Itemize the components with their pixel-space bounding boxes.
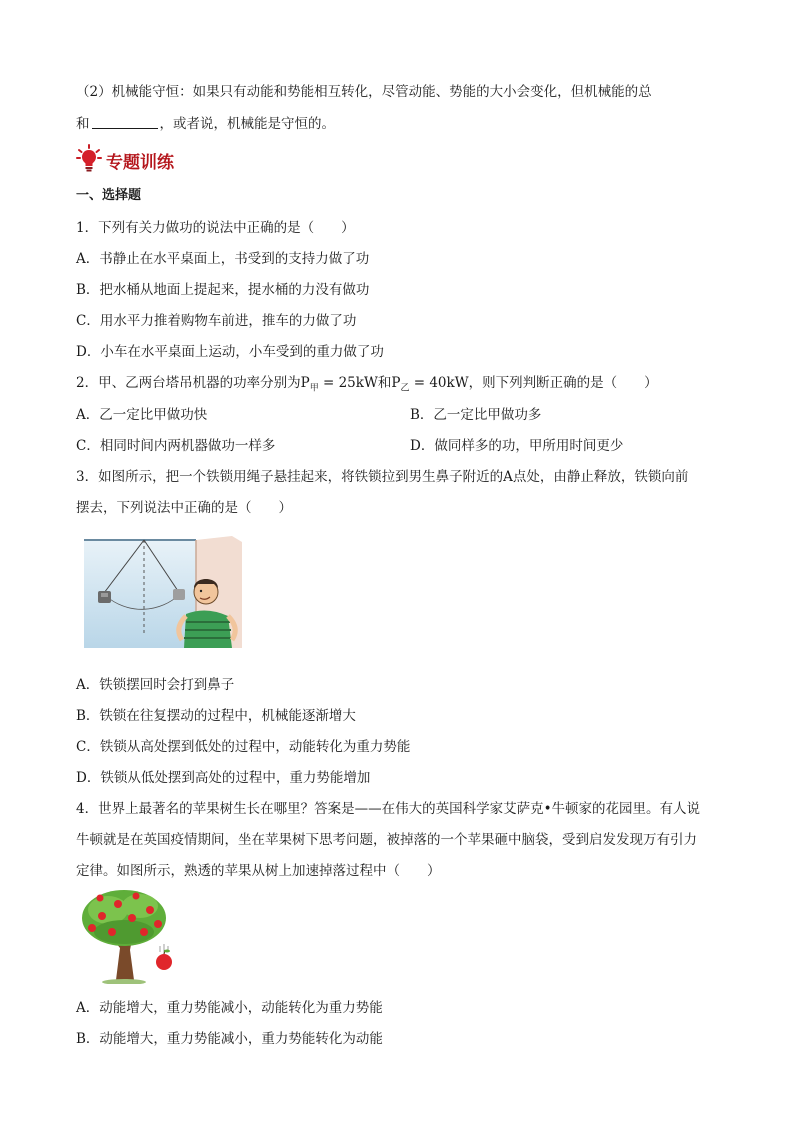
q4-stem-3: 定律。如图所示，熟透的苹果从树上加速掉落过程中（ ）: [76, 863, 441, 879]
q2-p1-value: = 25kW: [318, 375, 378, 391]
q2-mid: 和: [377, 375, 392, 391]
q2-p2-symbol: P: [391, 375, 401, 391]
q1-option-b[interactable]: B．把水桶从地面上提起来，提水桶的力没有做功: [76, 282, 370, 298]
lightbulb-icon: [76, 144, 102, 176]
intro-line-1: （2）机械能守恒：如果只有动能和势能相互转化，尽管动能、势能的大小会变化，但机械能的总: [76, 84, 652, 100]
q2-stem-a: 2．甲、乙两台塔吊机器的功率分别为: [76, 375, 301, 391]
q3-stem-1: 3．如图所示，把一个铁锁用绳子悬挂起来，将铁锁拉到男生鼻子附近的A点处，由静止释放，铁锁向前: [76, 469, 689, 485]
pendulum-figure: [82, 536, 244, 654]
q3-option-b[interactable]: B．铁锁在往复摆动的过程中，机械能逐渐增大: [76, 708, 356, 724]
q4-option-a[interactable]: A．动能增大，重力势能减小，动能转化为重力势能: [76, 1000, 383, 1016]
q2-p1-symbol: P: [300, 375, 310, 391]
q1-stem: 1．下列有关力做功的说法中正确的是（ ）: [76, 220, 355, 236]
intro-suffix: ，或者说，机械能是守恒的。: [159, 116, 335, 132]
q1-option-d[interactable]: D．小车在水平桌面上运动，小车受到的重力做了功: [76, 344, 384, 360]
q2-p1-sub: 甲: [309, 383, 319, 394]
q2-p1: [300, 375, 378, 394]
q2-stem-b: ，则下列判断正确的是（ ）: [468, 375, 658, 391]
q4-stem-1: 4．世界上最著名的苹果树生长在哪里？答案是——在伟大的英国科学家艾萨克•牛顿家的花园里。有人说: [76, 801, 701, 817]
q1-option-a[interactable]: A．书静止在水平桌面上，书受到的支持力做了功: [76, 251, 370, 267]
q3-stem-2: 摆去，下列说法中正确的是（ ）: [76, 500, 292, 516]
q3-option-c[interactable]: C．铁锁从高处摆到低处的过程中，动能转化为重力势能: [76, 739, 411, 755]
intro-prefix: 和: [76, 116, 90, 132]
q2-option-d[interactable]: D．做同样多的功，甲所用时间更少: [410, 438, 624, 454]
q2-p2: [391, 375, 469, 394]
apple-tree-figure: [78, 888, 190, 984]
answer-blank[interactable]: [92, 114, 158, 129]
q1-option-c[interactable]: C．用水平力推着购物车前进，推车的力做了功: [76, 313, 357, 329]
q2-option-b[interactable]: B．乙一定比甲做功多: [410, 407, 542, 423]
section-title: 一、选择题: [76, 188, 142, 203]
q2-option-a[interactable]: A．乙一定比甲做功快: [76, 407, 208, 423]
q2-p2-sub: 乙: [400, 383, 410, 394]
intro-line-2: [76, 114, 335, 134]
q4-stem-2: 牛顿就是在英国疫情期间，坐在苹果树下思考问题，被掉落的一个苹果砸中脑袋，受到启发发现万有引力: [76, 832, 697, 848]
q4-option-b[interactable]: B．动能增大，重力势能减小，重力势能转化为动能: [76, 1031, 383, 1047]
q2-stem: [76, 373, 658, 399]
q3-option-d[interactable]: D．铁锁从低处摆到高处的过程中，重力势能增加: [76, 770, 371, 786]
heading-title: 专题训练: [106, 152, 174, 173]
q2-p2-value: = 40kW: [409, 375, 469, 391]
q3-option-a[interactable]: A．铁锁摆回时会打到鼻子: [76, 677, 235, 693]
q2-option-c[interactable]: C．相同时间内两机器做功一样多: [76, 438, 276, 454]
section-heading: [76, 146, 174, 174]
